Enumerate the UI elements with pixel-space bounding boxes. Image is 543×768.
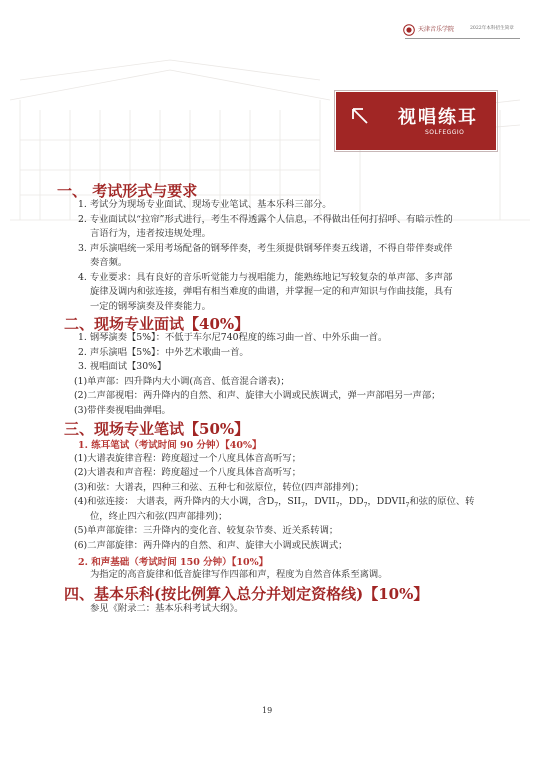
header-divider [405,38,520,39]
list-item: 3. 声乐演唱统一采用考场配备的钢琴伴奏，考生须提供钢琴伴奏五线谱，不得自带伴奏或伴 [78,243,453,254]
list-item: 2. 专业面试以“拉帘”形式进行，考生不得透露个人信息，不得做出任何打招呼、有暗示性的 [78,214,453,225]
banner-subtitle: SOLFEGGIO [425,129,465,136]
subsection-heading-harmony: 2. 和声基础（考试时间 150 分钟）【10%】 [78,557,269,568]
subscript: 7 [274,501,279,509]
list-item: 为指定的高音旋律和低音旋律写作四部和声，程度为自然音体系至离调。 [90,569,388,580]
text-segment: ，DVII [304,496,336,507]
guide-title: 2022年本科招生简章 [470,26,514,31]
text-segment: ，DD [339,496,364,507]
page-number: 19 [262,706,273,715]
list-item: (3)和弦：大谱表，四种三和弦、五种七和弦原位，转位(四声部排列)； [74,482,365,493]
section-heading-2: 二、现场专业面试【40%】 [64,315,250,333]
section-heading-1: 一、 考试形式与要求 [57,182,198,200]
list-item: (1)单声部：四升降内大小调(高音、低音混合谱表)； [74,376,290,387]
section-banner [336,92,496,150]
list-item: 3. 视唱面试【30%】 [78,361,167,372]
list-item: (6)二声部旋律：两升降内的自然、和声、旋律大小调或民族调式； [74,540,348,551]
list-item: 位，终止四六和弦(四声部排列)； [90,511,228,522]
subscript: 7 [301,501,305,509]
text-segment: ，DDVII [367,496,406,507]
text-segment: 和弦的原位、转 [409,496,475,507]
list-item: 2. 声乐演唱【5%】：中外艺术歌曲一首。 [78,347,249,358]
list-item: 一定的钢琴演奏及伴奏能力。 [90,301,211,312]
text-segment: ，SII [278,496,302,507]
subscript: 7 [335,501,340,509]
university-seal-icon [403,24,415,36]
list-item: 参见《附录二：基本乐科考试大纲》。 [90,603,244,614]
list-item: (1)大谱表旋律音程：跨度超过一个八度具体音高听写； [74,453,301,464]
list-item: (5)单声部旋律：三升降内的变化音、较复杂节奏、近关系转调； [74,525,339,536]
subscript: 7 [363,501,368,509]
list-item: 奏音频。 [90,257,128,268]
list-item: (2)大谱表和声音程：跨度超过一个八度具体音高听写； [74,467,301,478]
subsection-heading-ear-training: 1. 练耳笔试（考试时间 90 分钟）【40%】 [78,440,262,451]
list-item: 言语行为，违者按违规处理。 [90,228,211,239]
list-item: (3)带伴奏视唱曲弹唱。 [74,405,171,416]
list-item: 旋律及调内和弦连接，弹唱有相当难度的曲谱，并掌握一定的和声知识与作曲技能，具有 [90,286,453,297]
banner-title: 视唱练耳 [398,107,478,128]
text-segment: (4)和弦连接： 大谱表，两升降内的大小调，含D [74,496,275,507]
school-name: 天津音乐学院 [418,26,455,33]
subscript: 7 [405,501,410,509]
list-item: 4. 专业要求：具有良好的音乐听觉能力与视唱能力，能熟练地记写较复杂的单声部、多声部 [78,272,453,283]
section-heading-3: 三、现场专业笔试【50%】 [64,420,250,438]
list-item: (2)二声部视唱：两升降内的自然、和声、旋律大小调或民族调式，弹一声部唱另一声部； [74,390,441,401]
list-item: 1. 钢琴演奏【5%】：不低于车尔尼740程度的练习曲一首、中外乐曲一首。 [78,332,388,343]
arrow-up-left-icon [350,106,370,126]
section-heading-4: 四、基本乐科(按比例算入总分并划定资格线)【10%】 [64,585,429,603]
list-item: 1. 考试分为现场专业面试、现场专业笔试、基本乐科三部分。 [78,199,332,210]
